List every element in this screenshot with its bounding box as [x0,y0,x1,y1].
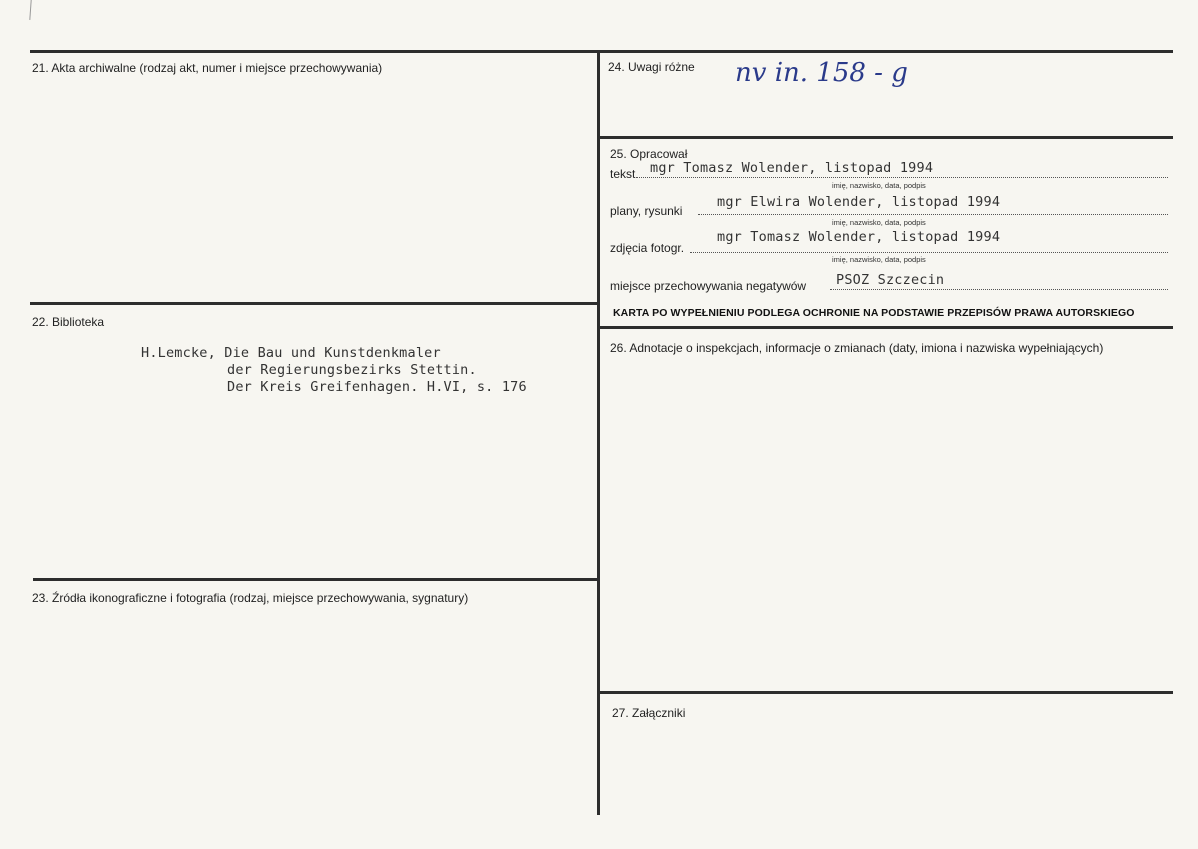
pencil-mark [29,0,33,20]
section-21-label: 21. Akta archiwalne (rodzaj akt, numer i miejsce przechowywania) [32,61,383,75]
zdjecia-label: zdjęcia fotogr. [610,241,685,255]
negatywy-line [830,289,1168,290]
tekst-value: mgr Tomasz Wolender, listopad 1994 [650,160,934,176]
rule-23-top [33,578,598,581]
negatywy-label: miejsce przechowywania negatywów [610,279,807,293]
section-22-label: 22. Biblioteka [32,315,105,329]
library-entry [141,345,527,396]
section-24-label: 24. Uwagi różne [608,60,695,74]
zdjecia-value: mgr Tomasz Wolender, listopad 1994 [717,229,1001,245]
plany-label: plany, rysunki [610,204,683,218]
section-27-label: 27. Załączniki [612,706,686,720]
library-line-1: H.Lemcke, Die Bau und Kunstdenkmaler [141,345,441,361]
top-rule [30,50,1173,53]
tekst-label: tekst [610,167,636,181]
section-25-label: 25. Opracował [610,147,688,161]
rule-27-top [600,691,1173,694]
zdjecia-hint: imię, nazwisko, data, podpis [832,255,926,264]
plany-line [698,214,1168,215]
center-divider [597,50,600,815]
plany-hint: imię, nazwisko, data, podpis [832,218,926,227]
zdjecia-line [690,252,1168,253]
section-23-label: 23. Źródła ikonograficzne i fotografia (rodzaj, miejsce przechowywania, sygnatury) [32,591,469,605]
library-line-2: der Regierungsbezirks Stettin. [227,362,477,378]
library-line-3: Der Kreis Greifenhagen. H.VI, s. 176 [227,379,527,395]
rule-22-top [30,302,598,305]
rule-26-top [600,326,1173,329]
rule-25-top [598,136,1173,139]
plany-value: mgr Elwira Wolender, listopad 1994 [717,194,1001,210]
negatywy-value: PSOZ Szczecin [836,272,945,288]
tekst-hint: imię, nazwisko, data, podpis [832,181,926,190]
section-26-label: 26. Adnotacje o inspekcjach, informacje o zmianach (daty, imiona i nazwiska wypełniających) [610,341,1104,355]
copyright-notice: KARTA PO WYPEŁNIENIU PODLEGA OCHRONIE NA PODSTAWIE PRZEPISÓW PRAWA AUTORSKIEGO [613,307,1135,319]
handwritten-inventory-note: nv in. 158 - g [735,58,908,88]
tekst-line [636,177,1168,178]
